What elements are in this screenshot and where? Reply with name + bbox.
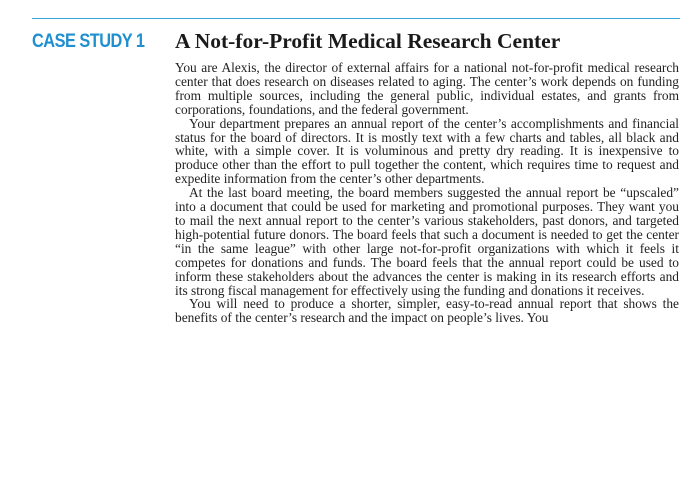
case-study-label: CASE STUDY 1 (32, 31, 145, 52)
paragraph-2: Your department prepares an annual report of the center’s accomplishments and financial status for the board of directors. It is mostly text with a few charts and tables, all black and white, with a simple cover. It is voluminous and pretty dry reading. It is inexpensive to produce other than the effort to pull together the content, which requires time to request and expedite information from the center’s other departments. (175, 115, 679, 187)
paragraph-1: You are Alexis, the director of external affairs for a national not-for-profit medical research center that does research on diseases related to aging. The center’s work depends on funding from multiple sources, including the general public, individual estates, and grants from corporations, foundations, and the federal government. (175, 60, 679, 117)
case-study-body (175, 61, 679, 325)
case-study-title: A Not-for-Profit Medical Research Center (175, 29, 561, 53)
paragraph-4: You will need to produce a shorter, simpler, easy-to-read annual report that shows the benefits of the center’s research and the impact on people’s lives. You (175, 296, 679, 326)
header-rule (32, 18, 680, 19)
paragraph-3: At the last board meeting, the board members suggested the annual report be “upscaled” into a document that could be used for marketing and promotional purposes. They want you to mail the next annual report to the center’s various stakeholders, past donors, and targeted high-potential future donors. The board feels that such a document is needed to get the center “in the same league” with other large not-for-profit organizations with which it feels it competes for donations and funds. The board feels that the annual report could be used to inform these stakeholders about the advances the center is making in its research efforts and its strong fiscal management for effectively using the funding and donations it receives. (175, 185, 679, 298)
